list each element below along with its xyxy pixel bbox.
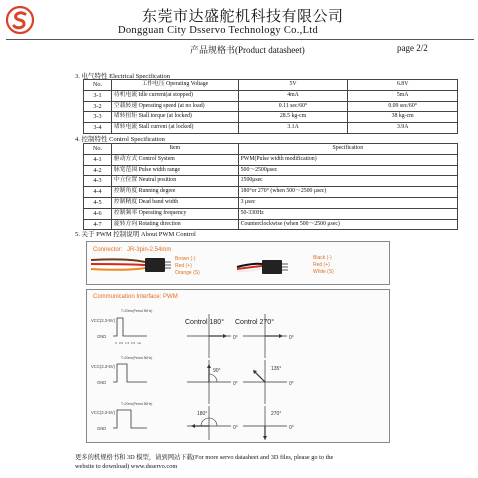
row-item: [111, 154, 238, 165]
label-black: Black (-): [313, 255, 332, 261]
header-divider: [6, 39, 474, 40]
angle-dial-180: [187, 360, 238, 404]
item-cn: 驱动方式: [113, 155, 138, 162]
table-row: [84, 165, 458, 176]
item-cn: 脉宽范围: [113, 166, 138, 173]
angle-label: 270°: [271, 411, 282, 417]
zero-label: 0°: [289, 425, 294, 431]
company-logo: [6, 6, 34, 34]
header-cell: No.: [84, 144, 112, 155]
zero-label: 0°: [233, 425, 238, 431]
table-row: [84, 101, 458, 112]
item-en: Neutral position: [138, 177, 177, 184]
period-label: T=20ms(Period 50Hz): [121, 309, 153, 313]
value-6v8: 3.9A: [348, 123, 458, 134]
row-item: [111, 90, 238, 101]
table-header-row: [84, 80, 458, 91]
table-header-row: [84, 144, 458, 155]
item-cn: 旋转方向: [113, 220, 138, 227]
row-number: 3-3: [84, 112, 112, 123]
row-spec: PWM(Pulse width modification): [238, 154, 457, 165]
row-number: 4-7: [84, 219, 112, 230]
connector-illustration: [87, 242, 389, 284]
item-en: Operating speed (at no load): [138, 102, 205, 109]
gnd-level-label: GND: [97, 426, 107, 431]
row-spec: Counterclockwise (when 500～2500 μsec): [238, 219, 457, 230]
company-name-cn: 东莞市达盛舵机科技有限公司: [142, 9, 344, 25]
row-number: 4-4: [84, 187, 112, 198]
angle-label: 0°: [289, 335, 294, 341]
vcc-level-label: VCC(3.3-5V): [91, 410, 115, 415]
zero-label: 0°: [233, 381, 238, 387]
angle-dial-270: [243, 406, 294, 440]
section-5-title: 5. 关于 PWM 控制说明 About PWM Control: [75, 231, 196, 238]
row-number: 3-2: [84, 101, 112, 112]
connector-diagram: [86, 241, 390, 285]
item-cn: 堵转电流: [113, 124, 138, 131]
pwm-diagram: [86, 289, 390, 443]
table-row: [84, 187, 458, 198]
row-spec: 50-330Hz: [238, 208, 457, 219]
header-cell: 5V: [238, 80, 348, 91]
table-row: [84, 197, 458, 208]
header-cell: 6.8V: [348, 80, 458, 91]
label-white: White (S): [313, 269, 334, 275]
row-number: 3-1: [84, 90, 112, 101]
company-name-en: Dongguan City Dsservo Technology Co.,Ltd: [118, 25, 319, 36]
header-cell: No.: [84, 80, 112, 91]
item-cn: 堵转扭矩: [113, 113, 138, 120]
tick-label: 0.5: [119, 341, 124, 345]
label-red: Red (+): [175, 263, 192, 269]
tick-label: ms: [137, 341, 141, 345]
pwm-title: Communication Interface: PWM: [93, 294, 178, 300]
pwm-illustration: [87, 290, 389, 442]
item-en: Control System: [138, 155, 175, 162]
period-label: T=20ms(Period 50Hz): [121, 356, 153, 360]
value-5v: 0.11 sec/60°: [238, 101, 348, 112]
item-en: Idle current(at stopped): [138, 91, 193, 98]
zero-label: 0°: [289, 381, 294, 387]
row-spec: 1500μsec: [238, 176, 457, 187]
row-item: [111, 101, 238, 112]
item-en: Rotating direction: [138, 220, 181, 227]
value-6v8: 0.09 sec/60°: [348, 101, 458, 112]
item-en: Dead band width: [138, 198, 179, 205]
tick-label: 1.5: [125, 341, 130, 345]
header-cell: 工作电压 Operating Voltage: [111, 80, 238, 91]
row-number: 3-4: [84, 123, 112, 134]
item-cn: 控制频率: [113, 209, 138, 216]
section-3-title: 3. 电气特性 Electrical Specification: [75, 73, 170, 80]
row-number: 4-5: [84, 197, 112, 208]
header-cell: Item: [111, 144, 238, 155]
row-item: [111, 112, 238, 123]
pwm-waveform-row: [91, 402, 152, 431]
tick-label: 0: [115, 341, 117, 345]
angle-label: 90°: [213, 368, 221, 374]
item-en: Operating frequency: [138, 209, 187, 216]
row-item: [111, 165, 238, 176]
item-cn: 待机电流: [113, 91, 138, 98]
value-5v: 4mA: [238, 90, 348, 101]
control-270-label: Control 270°: [235, 319, 274, 326]
value-5v: 3.1A: [238, 123, 348, 134]
item-en: Running degree: [138, 188, 176, 195]
right-wire-harness: [237, 260, 288, 274]
label-red-right: Red (+): [313, 262, 330, 268]
left-wire-harness: [91, 258, 171, 272]
angle-label: 180°: [197, 411, 208, 417]
item-cn: 控制角度: [113, 188, 138, 195]
tick-label: 2.5: [131, 341, 136, 345]
pwm-waveform-row: [91, 309, 152, 345]
item-en: Stall current (at locked): [138, 124, 194, 131]
row-item: [111, 123, 238, 134]
footer-line-1: 更多的机规格书和 3D 模型，请到网站下载(For more servo datasheet and 3D files, please go to the: [75, 454, 334, 461]
angle-dial-180: [187, 406, 238, 440]
table-row: [84, 176, 458, 187]
section-4-title: 4. 控制特性 Control Specification: [75, 136, 165, 143]
control-spec-table: [83, 143, 458, 230]
table-row: [84, 90, 458, 101]
item-en: Stall torque (at locked): [138, 113, 192, 120]
table-row: [84, 154, 458, 165]
row-number: 4-1: [84, 154, 112, 165]
footer-note: [75, 453, 405, 471]
value-5v: 28.5 kg-cm: [238, 112, 348, 123]
row-item: [111, 187, 238, 198]
row-item: [111, 176, 238, 187]
control-180-label: Control 180°: [185, 319, 224, 326]
angle-label: 135°: [271, 366, 282, 372]
period-label: T=20ms(Period 50Hz): [121, 402, 153, 406]
connector-title: Connector:: [93, 247, 123, 253]
item-cn: 中立位置: [113, 177, 138, 184]
angle-label: 0°: [233, 335, 238, 341]
item-cn: 空载转速: [113, 102, 138, 109]
angle-dial-270: [243, 360, 294, 404]
label-brown: Brown (-): [175, 256, 196, 262]
pwm-waveform-row: [91, 356, 152, 385]
item-en: Pulse width range: [138, 166, 181, 173]
gnd-level-label: GND: [97, 334, 107, 339]
value-6v8: 5mA: [348, 90, 458, 101]
row-spec: 500～2500μsec: [238, 165, 457, 176]
vcc-level-label: VCC(3.3-5V): [91, 364, 115, 369]
row-number: 4-2: [84, 165, 112, 176]
connector-model: JR-3pin-2.54mm: [127, 247, 172, 253]
document-title: 产品规格书(Product datasheet): [190, 45, 305, 55]
table-row: [84, 208, 458, 219]
table-row: [84, 112, 458, 123]
item-cn: 控制精度: [113, 198, 138, 205]
vcc-level-label: VCC(3.3-5V): [91, 318, 115, 323]
footer-line-2: website to download) www.dsservo.com: [75, 463, 178, 470]
page-number: page 2/2: [397, 43, 428, 53]
table-row: [84, 123, 458, 134]
row-item: [111, 197, 238, 208]
row-spec: 180°or 270° (when 500～2500 μsec): [238, 187, 457, 198]
label-orange: Orange (S): [175, 270, 200, 276]
gnd-level-label: GND: [97, 380, 107, 385]
row-item: [111, 208, 238, 219]
value-6v8: 38 kg-cm: [348, 112, 458, 123]
row-number: 4-6: [84, 208, 112, 219]
row-number: 4-3: [84, 176, 112, 187]
header-cell: Specification: [238, 144, 457, 155]
row-spec: 3 μsec: [238, 197, 457, 208]
electrical-spec-table: [83, 79, 458, 134]
